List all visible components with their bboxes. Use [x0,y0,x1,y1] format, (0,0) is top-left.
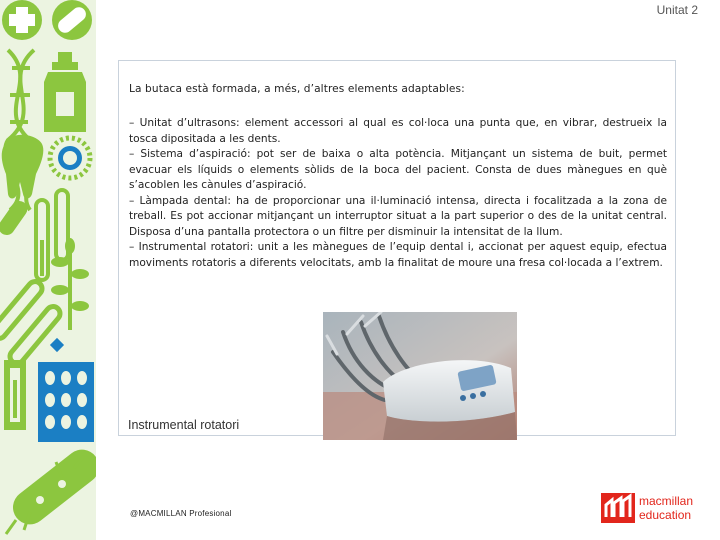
unit-title: Unitat 2 [656,3,698,17]
virus-icon [50,138,90,178]
pill-pack-icon [38,362,94,442]
paragraph-lampada: – Làmpada dental: ha de proporcionar una il·luminació intensa, directa i focalitzada a la zona de treball. Es pot accionar mitjançant un interruptor situat a la part superior o des de la unitat central. Disposa d’una pantalla protectora o un filtre per disminuir la intensitat de la llum. [129,194,667,238]
paragraph-ultrasons: – Unitat d’ultrasons: element accessori al qual es col·loca una punta que, en vibrar, destrueix la tosca dipositada a les dents. [129,117,667,145]
photo-caption: Instrumental rotatori [128,418,240,432]
dental-unit-photo [323,312,517,440]
decorative-sidebar [0,0,96,540]
tooth-icon [2,135,44,199]
macmillan-logo [601,493,705,523]
pill-icon [52,0,92,40]
macmillan-logo-mark-icon [601,493,635,523]
logo-text [639,494,693,522]
body-text [129,116,667,271]
cross-icon [2,0,42,40]
bacteria-icon [6,443,96,534]
intro-text: La butaca està formada, a més, d’altres elements adaptables: [129,83,465,95]
spray-bottle-icon [44,52,86,132]
paragraph-rotatori: – Instrumental rotatori: unit a les mànegues de l’equip dental i, accionat per aquest equip, efectua moviments rotatoris a diferents velocitats, amb la finalitat de moure una fresa col·locada a l’extrem. [129,241,667,269]
paragraph-aspiracio: – Sistema d’aspiració: pot ser de baixa o alta potència. Mitjançant un sistema de buit, permet evacuar els líquids o elements sòlids de la boca del pacient. Consta de dues mànegues en què s’acoblen les cànules d’aspiració. [129,148,667,191]
logo-line-1: macmillan [639,494,694,508]
thermometer-icon [4,360,26,430]
logo-line-2: education [639,508,692,522]
copyright-text: @MACMILLAN Profesional [130,509,232,518]
